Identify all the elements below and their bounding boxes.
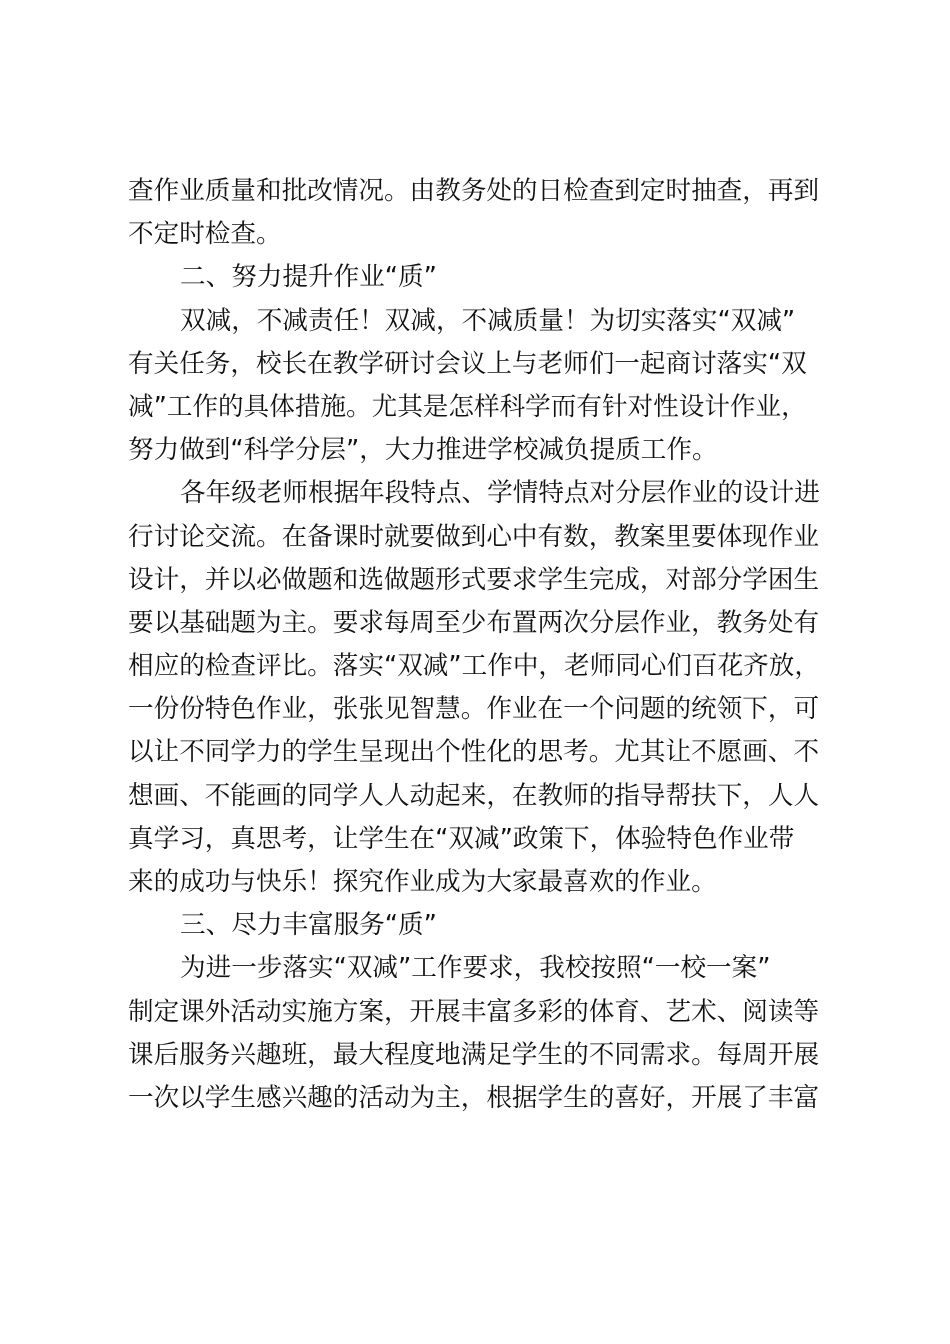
body-text-line: 以让不同学力的学生呈现出个性化的思考。尤其让不愿画、不 [128,737,820,768]
body-text-line: 行讨论交流。在备课时就要做到心中有数，教案里要体现作业 [128,521,820,552]
body-text-line: 相应的检查评比。落实“双减”工作中，老师同心们百花齐放， [128,651,820,682]
body-text-line: 为进一步落实“双减”工作要求，我校按照“一校一案” [180,953,771,984]
section-heading: 三、尽力丰富服务“质” [180,910,437,941]
body-text-line: 设计，并以必做题和选做题形式要求学生完成，对部分学困生 [128,564,820,595]
body-text-line: 双减，不减责任！双减，不减质量！为切实落实“双减” [180,305,796,336]
body-text-line: 真学习，真思考，让学生在“双减”政策下，体验特色作业带 [128,823,795,854]
body-text-line: 课后服务兴趣班，最大程度地满足学生的不同需求。每周开展 [128,1039,820,1070]
body-text-line: 不定时检查。 [128,219,282,250]
body-text-line: 一次以学生感兴趣的活动为主，根据学生的喜好，开展了丰富 [128,1082,820,1113]
body-text-line: 有关任务，校长在教学研讨会议上与老师们一起商讨落实“双 [128,348,807,379]
body-text-line: 想画、不能画的同学人人动起来，在教师的指导帮扶下，人人 [128,780,820,811]
body-text-line: 减”工作的具体措施。尤其是怎样科学而有针对性设计作业， [128,391,807,422]
body-text-line: 来的成功与快乐！探究作业成为大家最喜欢的作业。 [128,867,717,897]
document-body [128,170,838,1120]
section-heading: 二、努力提升作业“质” [180,262,437,293]
body-text-line: 努力做到“科学分层”，大力推进学校减负提质工作。 [128,435,718,466]
body-text-line: 制定课外活动实施方案，开展丰富多彩的体育、艺术、阅读等 [128,996,820,1027]
body-text-line: 各年级老师根据年段特点、学情特点对分层作业的设计进 [180,478,820,509]
body-text-line: 查作业质量和批改情况。由教务处的日检查到定时抽查，再到 [128,176,820,206]
body-text-line: 一份份特色作业，张张见智慧。作业在一个问题的统领下，可 [128,694,820,725]
body-text-line: 要以基础题为主。要求每周至少布置两次分层作业，教务处有 [128,607,820,638]
